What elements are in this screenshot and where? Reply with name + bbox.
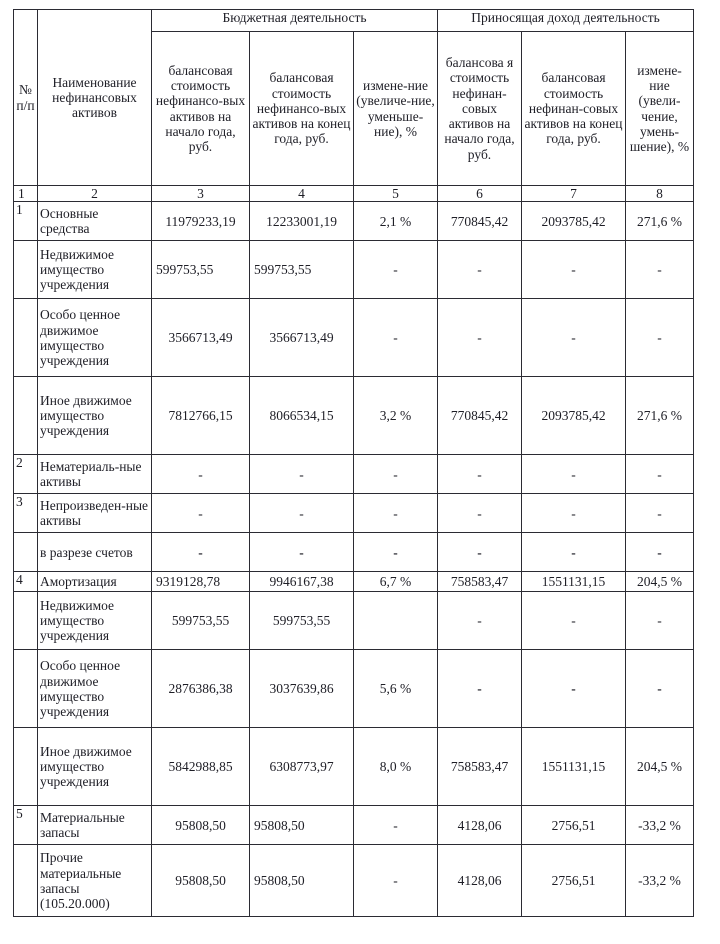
cell-budget-start: - (152, 533, 250, 572)
cell-budget-change: - (354, 806, 438, 845)
row-num: 2 (14, 455, 38, 494)
cell-income-start: 758583,47 (438, 572, 522, 592)
row-num (14, 845, 38, 917)
cell-income-end: - (522, 592, 626, 650)
cell-budget-end: 3037639,86 (250, 650, 354, 728)
cell-budget-change: 2,1 % (354, 202, 438, 241)
cell-income-change: -33,2 % (626, 845, 694, 917)
cell-budget-start: 7812766,15 (152, 377, 250, 455)
cell-income-start: - (438, 241, 522, 299)
table-row (14, 728, 694, 806)
cell-budget-change: - (354, 299, 438, 377)
cell-budget-start: 3566713,49 (152, 299, 250, 377)
cell-budget-end: 9946167,38 (250, 572, 354, 592)
cell-income-start: 4128,06 (438, 806, 522, 845)
cell-income-end: - (522, 455, 626, 494)
header-budget-change: измене-ние (увеличе-ние, уменьше-ние), % (354, 32, 438, 186)
cell-budget-start: - (152, 494, 250, 533)
table-row (14, 592, 694, 650)
cell-income-start: - (438, 650, 522, 728)
cell-budget-change: 8,0 % (354, 728, 438, 806)
table-row (14, 650, 694, 728)
row-name: в разрезе счетов (38, 533, 152, 572)
header-budget-start: балансовая стоимость нефинансо-вых активов на начало года, руб. (152, 32, 250, 186)
row-name: Особо ценное движимое имущество учреждения (38, 650, 152, 728)
cell-budget-change: - (354, 533, 438, 572)
header-num: № п/п (14, 10, 38, 186)
header-income-start: балансова я стоимость нефинан-совых активов на начало года, руб. (438, 32, 522, 186)
row-name: Непроизведен-ные активы (38, 494, 152, 533)
col-number: 5 (354, 186, 438, 202)
cell-budget-change: 5,6 % (354, 650, 438, 728)
cell-income-start: 770845,42 (438, 202, 522, 241)
cell-budget-change: - (354, 241, 438, 299)
cell-income-end: - (522, 494, 626, 533)
cell-income-end: 2756,51 (522, 806, 626, 845)
cell-income-change: - (626, 650, 694, 728)
cell-income-change: 204,5 % (626, 572, 694, 592)
col-number: 1 (14, 186, 38, 202)
cell-budget-end: 6308773,97 (250, 728, 354, 806)
cell-income-start: 770845,42 (438, 377, 522, 455)
row-num (14, 650, 38, 728)
cell-budget-change (354, 592, 438, 650)
cell-income-end: 2093785,42 (522, 377, 626, 455)
cell-income-change: - (626, 494, 694, 533)
cell-budget-change: - (354, 845, 438, 917)
table-row (14, 533, 694, 572)
cell-budget-end: 95808,50 (250, 845, 354, 917)
table-row (14, 494, 694, 533)
cell-budget-end: 12233001,19 (250, 202, 354, 241)
cell-budget-change: 6,7 % (354, 572, 438, 592)
cell-budget-change: 3,2 % (354, 377, 438, 455)
row-name: Основные средства (38, 202, 152, 241)
col-number: 3 (152, 186, 250, 202)
row-num: 1 (14, 202, 38, 241)
table-row (14, 241, 694, 299)
row-name: Нематериаль-ные активы (38, 455, 152, 494)
header-name: Наименование нефинансовых активов (38, 10, 152, 186)
row-name: Материальные запасы (38, 806, 152, 845)
row-num (14, 592, 38, 650)
cell-income-change: - (626, 533, 694, 572)
cell-budget-start: 2876386,38 (152, 650, 250, 728)
row-num: 5 (14, 806, 38, 845)
row-num: 4 (14, 572, 38, 592)
cell-budget-end: 8066534,15 (250, 377, 354, 455)
header-income-end: балансовая стоимость нефинан-совых активов на конец года, руб. (522, 32, 626, 186)
table-row (14, 845, 694, 917)
table-row (14, 806, 694, 845)
cell-budget-start: 9319128,78 (152, 572, 250, 592)
cell-income-change: 271,6 % (626, 202, 694, 241)
cell-budget-change: - (354, 455, 438, 494)
row-name: Недвижимое имущество учреждения (38, 592, 152, 650)
assets-table (13, 9, 694, 917)
row-name: Прочие материальные запасы (105.20.000) (38, 845, 152, 917)
header-budget-group: Бюджетная деятельность (152, 10, 438, 32)
cell-income-end: 1551131,15 (522, 728, 626, 806)
cell-budget-start: 599753,55 (152, 241, 250, 299)
cell-income-start: 4128,06 (438, 845, 522, 917)
cell-budget-end: 599753,55 (250, 592, 354, 650)
col-number: 4 (250, 186, 354, 202)
row-num (14, 728, 38, 806)
header-budget-end: балансовая стоимость нефинансо-вых активов на конец года, руб. (250, 32, 354, 186)
cell-budget-end: - (250, 494, 354, 533)
row-num (14, 533, 38, 572)
table-row (14, 377, 694, 455)
row-num (14, 377, 38, 455)
cell-budget-start: - (152, 455, 250, 494)
cell-income-start: - (438, 494, 522, 533)
row-num (14, 241, 38, 299)
cell-budget-change: - (354, 494, 438, 533)
cell-income-start: - (438, 455, 522, 494)
cell-budget-start: 11979233,19 (152, 202, 250, 241)
column-number-row (14, 186, 694, 202)
cell-income-change: 271,6 % (626, 377, 694, 455)
table-row (14, 572, 694, 592)
cell-income-end: 1551131,15 (522, 572, 626, 592)
cell-income-start: - (438, 299, 522, 377)
cell-budget-start: 599753,55 (152, 592, 250, 650)
cell-budget-end: - (250, 455, 354, 494)
col-number: 7 (522, 186, 626, 202)
cell-budget-end: 95808,50 (250, 806, 354, 845)
cell-income-end: - (522, 241, 626, 299)
cell-income-change: - (626, 299, 694, 377)
cell-budget-start: 5842988,85 (152, 728, 250, 806)
row-num: 3 (14, 494, 38, 533)
col-number: 2 (38, 186, 152, 202)
table-row (14, 455, 694, 494)
cell-income-change: - (626, 241, 694, 299)
cell-income-end: - (522, 299, 626, 377)
cell-budget-start: 95808,50 (152, 845, 250, 917)
cell-income-end: - (522, 650, 626, 728)
cell-income-change: - (626, 455, 694, 494)
cell-budget-end: 3566713,49 (250, 299, 354, 377)
cell-income-start: 758583,47 (438, 728, 522, 806)
cell-budget-end: - (250, 533, 354, 572)
cell-income-change: - (626, 592, 694, 650)
row-num (14, 299, 38, 377)
header-income-group: Приносящая доход деятельность (438, 10, 694, 32)
row-name: Недвижимое имущество учреждения (38, 241, 152, 299)
col-number: 8 (626, 186, 694, 202)
cell-income-end: 2756,51 (522, 845, 626, 917)
cell-income-start: - (438, 592, 522, 650)
cell-income-end: - (522, 533, 626, 572)
table-row (14, 299, 694, 377)
cell-income-start: - (438, 533, 522, 572)
row-name: Иное движимое имущество учреждения (38, 728, 152, 806)
row-name: Амортизация (38, 572, 152, 592)
row-name: Особо ценное движимое имущество учреждения (38, 299, 152, 377)
col-number: 6 (438, 186, 522, 202)
cell-budget-end: 599753,55 (250, 241, 354, 299)
cell-income-change: -33,2 % (626, 806, 694, 845)
cell-income-change: 204,5 % (626, 728, 694, 806)
table-row (14, 202, 694, 241)
cell-budget-start: 95808,50 (152, 806, 250, 845)
header-income-change: измене-ние (увели-чение, умень-шение), % (626, 32, 694, 186)
cell-income-end: 2093785,42 (522, 202, 626, 241)
row-name: Иное движимое имущество учреждения (38, 377, 152, 455)
